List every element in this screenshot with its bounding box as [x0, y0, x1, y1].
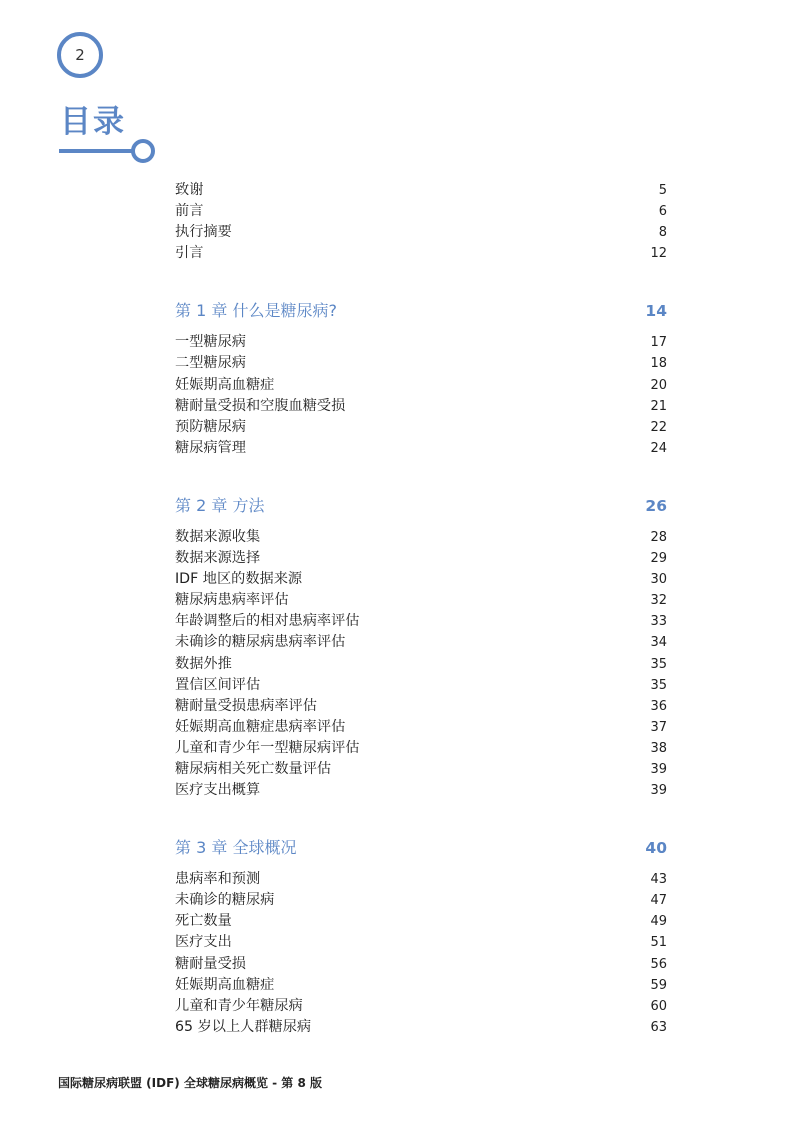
toc-entry-page: 18 [650, 356, 667, 372]
toc-entry[interactable] [175, 890, 667, 911]
toc-entry-page: 39 [650, 761, 667, 777]
toc-entry[interactable] [175, 438, 667, 459]
toc-entry[interactable] [175, 996, 667, 1017]
toc-entry-label: 数据外推 [175, 655, 232, 672]
table-of-contents [175, 180, 667, 1074]
toc-entry-label: 预防糖尿病 [175, 418, 246, 435]
page-number: 2 [75, 46, 85, 64]
page-footer: 国际糖尿病联盟 (IDF) 全球糖尿病概览 - 第 8 版 [58, 1076, 322, 1090]
toc-entry-label: 儿童和青少年一型糖尿病评估 [175, 739, 360, 756]
toc-entry[interactable] [175, 353, 667, 374]
toc-entry[interactable] [175, 375, 667, 396]
title-ring-decoration [131, 139, 155, 163]
title-underline [59, 149, 133, 153]
toc-entry-label: 儿童和青少年糖尿病 [175, 997, 303, 1014]
toc-entry[interactable] [175, 911, 667, 932]
toc-entry[interactable] [175, 780, 667, 801]
toc-entry-label: 妊娠期高血糖症 [175, 976, 275, 993]
toc-entry[interactable] [175, 611, 667, 632]
toc-entry[interactable] [175, 696, 667, 717]
toc-entry-label: 糖耐量受损和空腹血糖受损 [175, 397, 346, 414]
toc-entry-label: IDF 地区的数据来源 [175, 571, 303, 588]
toc-entry-page: 47 [650, 893, 667, 909]
toc-entry-page: 17 [650, 335, 667, 351]
toc-entry-page: 28 [650, 529, 667, 545]
toc-entry[interactable] [175, 869, 667, 890]
toc-entry-page: 49 [650, 914, 667, 930]
toc-chapter-title: 第 2 章 方法 [175, 495, 265, 515]
toc-chapter-page: 14 [645, 302, 667, 321]
toc-chapter-section [175, 837, 667, 1038]
toc-entry-label: 糖耐量受损患病率评估 [175, 697, 317, 714]
toc-entry-label: 医疗支出 [175, 934, 232, 951]
toc-entry-page: 12 [650, 246, 667, 262]
toc-entry-page: 39 [650, 783, 667, 799]
toc-entry-page: 32 [650, 593, 667, 609]
toc-entry-label: 患病率和预测 [175, 871, 261, 888]
toc-entry[interactable] [175, 1017, 667, 1038]
toc-entry[interactable] [175, 932, 667, 953]
toc-entry-page: 37 [650, 719, 667, 735]
toc-chapter-page: 26 [645, 496, 667, 515]
toc-entry-page: 8 [658, 225, 667, 241]
toc-entry[interactable] [175, 675, 667, 696]
page-title: 目录 [60, 104, 126, 140]
toc-entry-label: 置信区间评估 [175, 676, 261, 693]
toc-entry-label: 65 岁以上人群糖尿病 [175, 1018, 312, 1035]
toc-entry[interactable] [175, 548, 667, 569]
toc-entry[interactable] [175, 417, 667, 438]
toc-entry[interactable] [175, 738, 667, 759]
page-number-badge [57, 32, 103, 78]
toc-entry[interactable] [175, 243, 667, 264]
toc-entry-page: 35 [650, 656, 667, 672]
toc-entry-label: 医疗支出概算 [175, 782, 261, 799]
toc-entry-label: 引言 [175, 245, 204, 262]
toc-entry[interactable] [175, 332, 667, 353]
toc-entry-page: 36 [650, 698, 667, 714]
toc-entry[interactable] [175, 759, 667, 780]
toc-entry-page: 60 [650, 998, 667, 1014]
toc-entry-page: 21 [650, 398, 667, 414]
toc-entry-label: 未确诊的糖尿病 [175, 892, 275, 909]
toc-intro-section [175, 180, 667, 264]
toc-chapter-heading[interactable] [175, 300, 667, 322]
toc-entry-page: 33 [650, 614, 667, 630]
toc-entry-page: 20 [650, 377, 667, 393]
toc-entry-label: 糖耐量受损 [175, 955, 246, 972]
toc-entry-page: 29 [650, 551, 667, 567]
toc-chapter-title: 第 3 章 全球概况 [175, 838, 297, 858]
toc-entry-label: 糖尿病管理 [175, 439, 246, 456]
toc-entry-label: 未确诊的糖尿病患病率评估 [175, 634, 346, 651]
toc-entry-page: 6 [658, 204, 667, 220]
toc-entry-label: 前言 [175, 203, 204, 220]
toc-entry[interactable] [175, 954, 667, 975]
toc-entry-label: 数据来源收集 [175, 528, 261, 545]
toc-entry-page: 43 [650, 872, 667, 888]
toc-chapter-heading[interactable] [175, 837, 667, 859]
toc-entry-page: 5 [658, 183, 667, 198]
toc-entry[interactable] [175, 222, 667, 243]
toc-entry[interactable] [175, 717, 667, 738]
toc-entry-page: 38 [650, 740, 667, 756]
toc-entry[interactable] [175, 654, 667, 675]
toc-entry-label: 一型糖尿病 [175, 334, 246, 351]
toc-entry[interactable] [175, 201, 667, 222]
toc-entry-page: 22 [650, 419, 667, 435]
toc-chapters [175, 300, 667, 1038]
toc-entry-page: 34 [650, 635, 667, 651]
toc-entry[interactable] [175, 180, 667, 201]
toc-entry-page: 63 [650, 1019, 667, 1035]
toc-entry-label: 二型糖尿病 [175, 355, 246, 372]
toc-entry[interactable] [175, 569, 667, 590]
toc-entry-page: 30 [650, 572, 667, 588]
toc-entry-page: 24 [650, 440, 667, 456]
toc-entry-label: 糖尿病患病率评估 [175, 592, 289, 609]
toc-chapter-title: 第 1 章 什么是糖尿病? [175, 301, 337, 321]
toc-entry-label: 年龄调整后的相对患病率评估 [175, 613, 360, 630]
toc-entry-label: 数据来源选择 [175, 550, 261, 567]
toc-chapter-heading[interactable] [175, 495, 667, 517]
toc-entry[interactable] [175, 590, 667, 611]
toc-chapter-page: 40 [645, 839, 667, 858]
toc-entry[interactable] [175, 527, 667, 548]
toc-entry[interactable] [175, 396, 667, 417]
toc-entry-page: 56 [650, 956, 667, 972]
toc-entry-label: 糖尿病相关死亡数量评估 [175, 760, 332, 777]
toc-entry-label: 妊娠期高血糖症 [175, 376, 275, 393]
toc-entry-label: 死亡数量 [175, 913, 232, 930]
toc-chapter-section [175, 300, 667, 459]
toc-entry-page: 51 [650, 935, 667, 951]
toc-entry[interactable] [175, 632, 667, 653]
toc-entry-page: 59 [650, 977, 667, 993]
toc-chapter-section [175, 495, 667, 801]
toc-entry[interactable] [175, 975, 667, 996]
toc-entry-label: 执行摘要 [175, 224, 232, 241]
toc-entry-label: 妊娠期高血糖症患病率评估 [175, 718, 346, 735]
toc-entry-label: 致谢 [175, 182, 204, 198]
toc-entry-page: 35 [650, 677, 667, 693]
